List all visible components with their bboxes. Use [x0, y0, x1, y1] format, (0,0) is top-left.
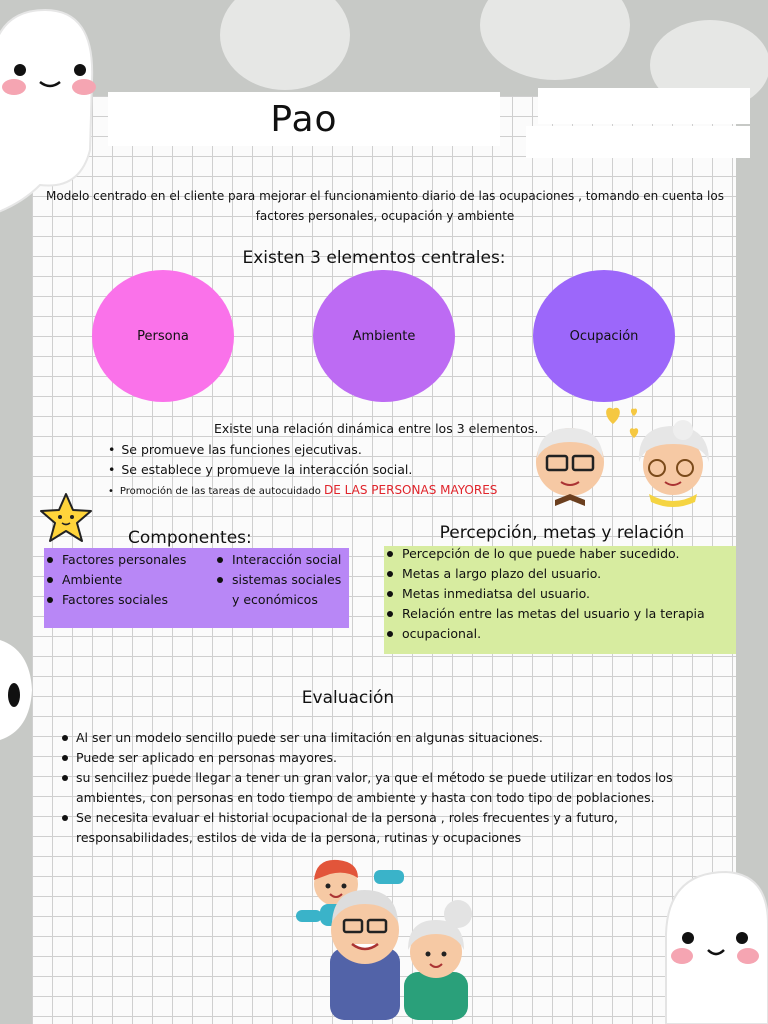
- percepcion-panel: [384, 546, 736, 654]
- list-item: Ambiente: [44, 570, 186, 590]
- family-illustration: [290, 852, 490, 1020]
- circle-ocupacion: [533, 270, 675, 402]
- elements-heading: Existen 3 elementos centrales:: [242, 248, 506, 268]
- componentes-heading: Componentes:: [128, 528, 252, 548]
- background-texture: [220, 0, 350, 90]
- grandparents-illustration: [525, 420, 720, 512]
- percepcion-list: [384, 544, 705, 644]
- circle-persona: [92, 270, 234, 402]
- circle-label: Ambiente: [352, 328, 416, 344]
- componentes-list: [214, 550, 341, 610]
- list-item: • Se promueve las funciones ejecutivas.: [108, 440, 497, 460]
- list-item: Factores sociales: [44, 590, 186, 610]
- percepcion-heading: Percepción, metas y relación: [439, 523, 685, 543]
- list-item-text: Promoción de las tareas de autocuidado: [119, 486, 325, 497]
- decorative-label-box: [526, 126, 750, 158]
- list-item: • Se establece y promueve la interacción social.: [108, 460, 497, 480]
- list-item: su sencillez puede llegar a tener un gran valor, ya que el método se puede utilizar en todos los ambientes, con personas en todo tiempo de ambiente y hasta con todo tipo de poblaciones.: [60, 768, 720, 808]
- list-item: [108, 480, 497, 502]
- elements-bullet-list: [108, 440, 497, 502]
- evaluacion-heading: Evaluación: [301, 688, 395, 708]
- page-title: Pao: [108, 92, 500, 146]
- star-icon: [38, 492, 94, 544]
- intro-text: Modelo centrado en el cliente para mejorar el funcionamiento diario de las ocupaciones , tomando en cuenta los factores personales, ocupación y ambiente: [46, 189, 724, 223]
- list-item: Metas inmediatsa del usuario.: [384, 584, 705, 604]
- list-item: Al ser un modelo sencillo puede ser una limitación en algunas situaciones.: [60, 728, 720, 748]
- list-item: Relación entre las metas del usuario y la terapia: [384, 604, 705, 624]
- componentes-list: [44, 550, 186, 610]
- list-item: Percepción de lo que puede haber sucedido.: [384, 544, 705, 564]
- highlight-text: DE LAS PERSONAS MAYORES: [324, 483, 498, 497]
- list-item: Factores personales: [44, 550, 186, 570]
- circle-label: Persona: [137, 328, 189, 344]
- list-item: sistemas sociales: [214, 570, 341, 590]
- ghost-icon: [0, 640, 32, 740]
- evaluacion-list: [60, 728, 720, 848]
- componentes-panel: [44, 548, 349, 628]
- decorative-label-box: [538, 88, 750, 124]
- ghost-icon: [656, 864, 768, 1024]
- list-item: Se necesita evaluar el historial ocupacional de la persona , roles frecuentes y a futuro, responsabilidades, estilos de vida de la persona, rutinas y ocupaciones: [60, 808, 720, 848]
- ghost-icon: [0, 0, 115, 215]
- background-texture: [480, 0, 630, 80]
- list-item: Metas a largo plazo del usuario.: [384, 564, 705, 584]
- list-item: ocupacional.: [384, 624, 705, 644]
- circle-label: Ocupación: [569, 328, 639, 344]
- relation-text: Existe una relación dinámica entre los 3 elementos.: [214, 421, 539, 436]
- circle-ambiente: [313, 270, 455, 402]
- list-item: y económicos: [232, 592, 318, 607]
- list-item: Interacción social: [214, 550, 341, 570]
- list-item: Puede ser aplicado en personas mayores.: [60, 748, 720, 768]
